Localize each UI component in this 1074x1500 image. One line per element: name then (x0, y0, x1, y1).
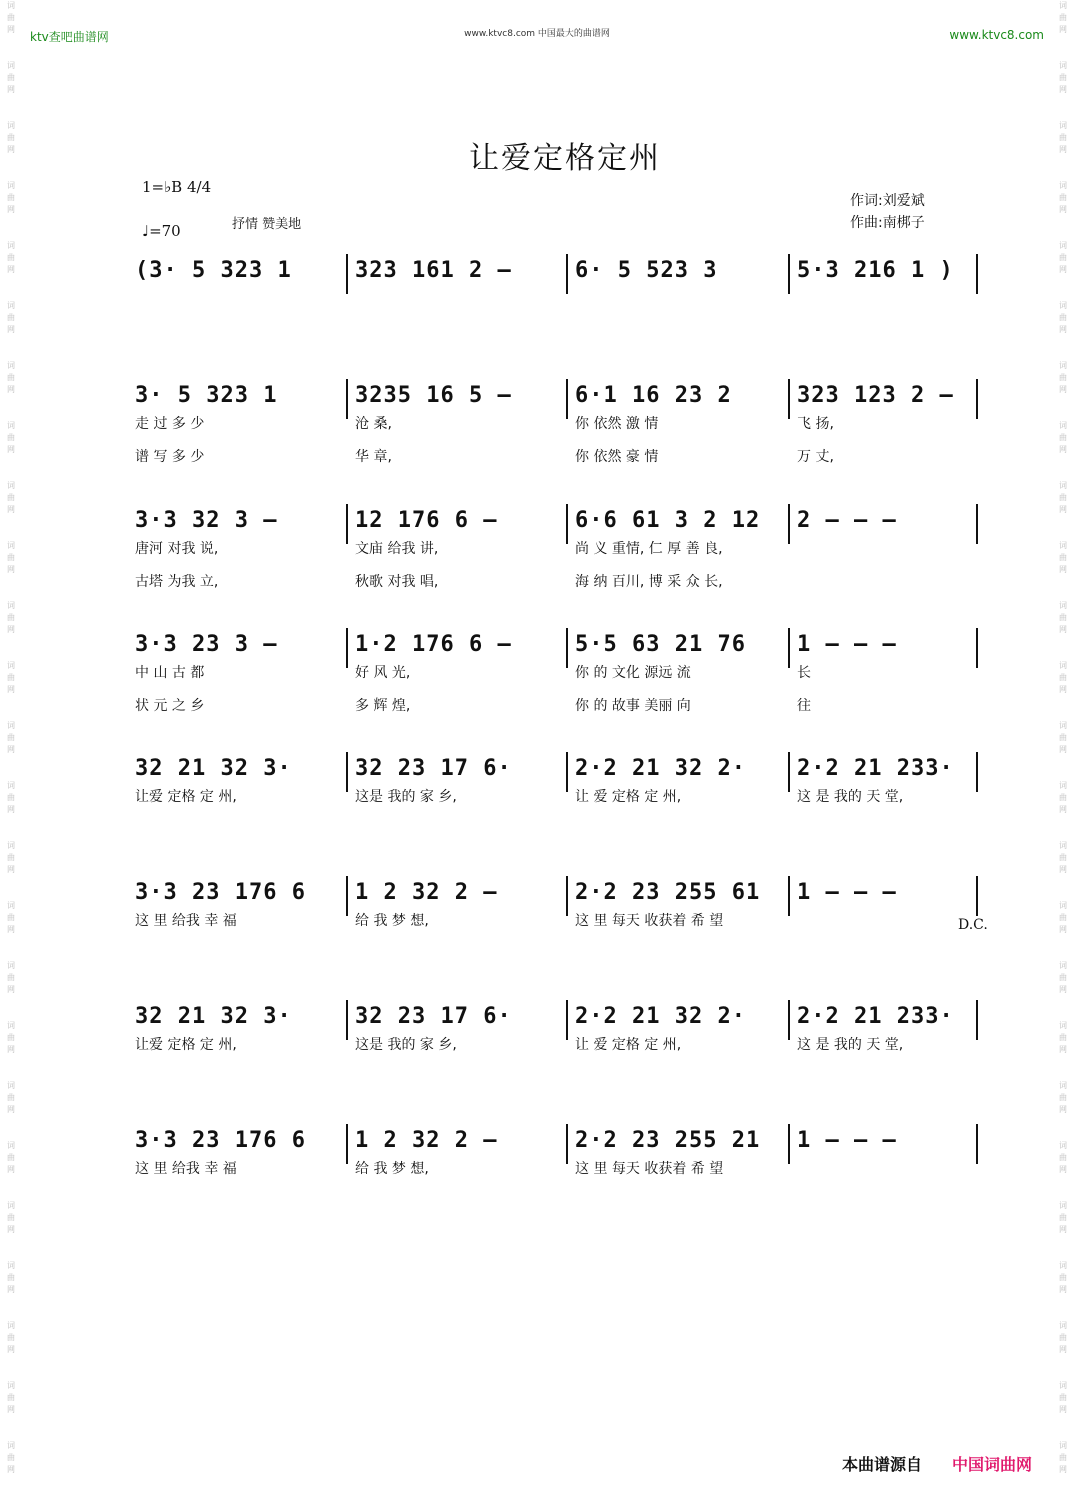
lyrics-verse-2: 多 辉 煌, (355, 698, 411, 714)
margin-mark: 词 曲 网 (7, 721, 15, 754)
barline (976, 379, 978, 419)
barline (976, 752, 978, 792)
margin-mark: 词 曲 网 (1059, 601, 1067, 634)
measure-notes: 2·2 21 32 2· (575, 1004, 746, 1029)
barline (346, 876, 348, 916)
barline (566, 752, 568, 792)
margin-mark: 词 曲 网 (1059, 241, 1067, 274)
barline (346, 504, 348, 544)
lyrics-verse-2: 往 (797, 698, 811, 714)
barline (346, 254, 348, 294)
lyrics-verse-1: 让爱 定格 定 州, (135, 789, 237, 805)
lyrics-verse-2: 状 元 之 乡 (135, 698, 205, 714)
composer: 作曲:南梆子 (850, 215, 925, 231)
measure-notes: 1 2 32 2 – (355, 1128, 498, 1153)
margin-mark: 词 曲 网 (1059, 541, 1067, 574)
margin-mark: 词 曲 网 (1059, 301, 1067, 334)
margin-mark: 词 曲 网 (7, 481, 15, 514)
lyrics-verse-1: 好 风 光, (355, 665, 411, 681)
margin-mark: 词 曲 网 (1059, 121, 1067, 154)
margin-mark: 词 曲 网 (7, 781, 15, 814)
measure-notes: 32 23 17 6· (355, 1004, 512, 1029)
margin-mark: 词 曲 网 (7, 361, 15, 394)
barline (788, 876, 790, 916)
lyrics-verse-2: 海 纳 百川, 博 采 众 长, (575, 574, 723, 590)
measure-notes: 323 161 2 – (355, 258, 512, 283)
margin-mark: 词 曲 网 (7, 1441, 15, 1474)
lyrics-verse-1: 长 (797, 665, 811, 681)
margin-mark: 词 曲 网 (7, 541, 15, 574)
margin-mark: 词 曲 网 (7, 841, 15, 874)
measure-notes: 1 2 32 2 – (355, 880, 498, 905)
lyrics-verse-2: 你 依然 豪 情 (575, 449, 659, 465)
dc-marking: D.C. (958, 917, 988, 933)
margin-mark: 词 曲 网 (7, 1201, 15, 1234)
margin-mark: 词 曲 网 (1059, 1261, 1067, 1294)
lyrics-verse-1: 唐河 对我 说, (135, 541, 219, 557)
lyrics-verse-1: 这 里 给我 幸 福 (135, 1161, 237, 1177)
credits (850, 190, 925, 234)
lyrics-verse-1: 走 过 多 少 (135, 416, 205, 432)
lyrics-verse-1: 这 是 我的 天 堂, (797, 789, 904, 805)
lyrics-verse-2: 万 丈, (797, 449, 834, 465)
margin-mark: 词 曲 网 (7, 961, 15, 994)
margin-mark: 词 曲 网 (1059, 841, 1067, 874)
margin-mark: 词 曲 网 (7, 1081, 15, 1114)
barline (788, 628, 790, 668)
lyrics-verse-2: 谱 写 多 少 (135, 449, 205, 465)
barline (566, 254, 568, 294)
margin-mark: 词 曲 网 (1059, 901, 1067, 934)
measure-notes: 3·3 32 3 – (135, 508, 278, 533)
barline (346, 1000, 348, 1040)
barline (346, 1124, 348, 1164)
lyrics-verse-1: 给 我 梦 想, (355, 913, 429, 929)
margin-mark: 词 曲 网 (1059, 781, 1067, 814)
lyricist: 作词:刘爱斌 (850, 193, 925, 209)
margin-mark: 词 曲 网 (1059, 721, 1067, 754)
margin-mark: 词 曲 网 (1059, 661, 1067, 694)
margin-mark: 词 曲 网 (7, 1021, 15, 1054)
measure-notes: 3· 5 323 1 (135, 383, 278, 408)
barline (976, 628, 978, 668)
barline (566, 504, 568, 544)
margin-mark: 词 曲 网 (1059, 1201, 1067, 1234)
margin-mark: 词 曲 网 (1059, 61, 1067, 94)
measure-notes: 3·3 23 176 6 (135, 1128, 306, 1153)
lyrics-verse-2: 古塔 为我 立, (135, 574, 219, 590)
measure-notes: 3235 16 5 – (355, 383, 512, 408)
barline (788, 379, 790, 419)
barline (566, 876, 568, 916)
measure-notes: 32 21 32 3· (135, 1004, 292, 1029)
margin-mark: 词 曲 网 (7, 601, 15, 634)
barline (346, 752, 348, 792)
barline (788, 504, 790, 544)
measure-notes: 5·5 63 21 76 (575, 632, 746, 657)
margin-mark: 词 曲 网 (1059, 1021, 1067, 1054)
lyrics-verse-1: 让 爱 定格 定 州, (575, 789, 682, 805)
barline (788, 752, 790, 792)
margin-mark: 词 曲 网 (7, 181, 15, 214)
barline (346, 628, 348, 668)
measure-notes: 1 – – – (797, 880, 897, 905)
barline (976, 1124, 978, 1164)
lyrics-verse-1: 尚 义 重情, 仁 厚 善 良, (575, 541, 723, 557)
lyrics-verse-1: 这 里 给我 幸 福 (135, 913, 237, 929)
margin-mark: 词 曲 网 (7, 661, 15, 694)
measure-notes: 2·2 21 32 2· (575, 756, 746, 781)
barline (976, 1000, 978, 1040)
tempo-marking: ♩=70 (142, 222, 181, 240)
measure-notes: 3·3 23 176 6 (135, 880, 306, 905)
margin-mark: 词 曲 网 (1059, 181, 1067, 214)
song-title: 让爱定格定州 (469, 141, 661, 176)
margin-mark: 词 曲 网 (7, 61, 15, 94)
margin-mark: 词 曲 网 (7, 1261, 15, 1294)
lyrics-verse-2: 华 章, (355, 449, 392, 465)
measure-notes: 2 – – – (797, 508, 897, 533)
margin-mark: 词 曲 网 (1059, 421, 1067, 454)
measure-notes: 6· 5 523 3 (575, 258, 718, 283)
measure-notes: 2·2 23 255 61 (575, 880, 761, 905)
margin-mark: 词 曲 网 (7, 1141, 15, 1174)
footer-label: 本曲谱源自 (842, 1455, 923, 1474)
lyrics-verse-2: 秋歌 对我 唱, (355, 574, 439, 590)
margin-mark: 词 曲 网 (1059, 481, 1067, 514)
key-signature: 1=♭B 4/4 (142, 178, 212, 196)
margin-mark: 词 曲 网 (7, 1381, 15, 1414)
measure-notes: 2·2 21 233· (797, 1004, 954, 1029)
lyrics-verse-1: 这 里 每天 收获着 希 望 (575, 1161, 724, 1177)
barline (976, 504, 978, 544)
measure-notes: 6·6 61 3 2 12 (575, 508, 761, 533)
lyrics-verse-1: 中 山 古 都 (135, 665, 205, 681)
measure-notes: 6·1 16 23 2 (575, 383, 732, 408)
lyrics-verse-1: 让 爱 定格 定 州, (575, 1037, 682, 1053)
measure-notes: (3· 5 323 1 (135, 258, 292, 283)
margin-mark: 词 曲 网 (1059, 961, 1067, 994)
margin-mark: 词 曲 网 (1059, 1, 1067, 34)
measure-notes: 32 21 32 3· (135, 756, 292, 781)
site-url-right[interactable]: www.ktvc8.com (949, 28, 1044, 42)
lyrics-verse-1: 这 里 每天 收获着 希 望 (575, 913, 724, 929)
barline (976, 254, 978, 294)
footer-site[interactable]: 中国词曲网 (952, 1455, 1033, 1474)
margin-mark: 词 曲 网 (1059, 1141, 1067, 1174)
lyrics-verse-1: 让爱 定格 定 州, (135, 1037, 237, 1053)
lyrics-verse-1: 这是 我的 家 乡, (355, 1037, 457, 1053)
lyrics-verse-1: 你 的 文化 源远 流 (575, 665, 691, 681)
lyrics-verse-1: 给 我 梦 想, (355, 1161, 429, 1177)
measure-notes: 2·2 21 233· (797, 756, 954, 781)
measure-notes: 32 23 17 6· (355, 756, 512, 781)
lyrics-verse-1: 文庙 给我 讲, (355, 541, 439, 557)
measure-notes: 12 176 6 – (355, 508, 498, 533)
lyrics-verse-1: 沧 桑, (355, 416, 392, 432)
margin-mark: 词 曲 网 (1059, 361, 1067, 394)
barline (788, 254, 790, 294)
margin-mark: 词 曲 网 (7, 421, 15, 454)
lyrics-verse-1: 你 依然 激 情 (575, 416, 659, 432)
barline (566, 379, 568, 419)
measure-notes: 1 – – – (797, 632, 897, 657)
barline (788, 1124, 790, 1164)
margin-mark: 词 曲 网 (7, 121, 15, 154)
barline (976, 876, 978, 916)
barline (566, 628, 568, 668)
barline (788, 1000, 790, 1040)
margin-mark: 词 曲 网 (1059, 1321, 1067, 1354)
lyrics-verse-1: 这 是 我的 天 堂, (797, 1037, 904, 1053)
measure-notes: 323 123 2 – (797, 383, 954, 408)
margin-mark: 词 曲 网 (7, 1, 15, 34)
barline (566, 1124, 568, 1164)
measure-notes: 3·3 23 3 – (135, 632, 278, 657)
margin-mark: 词 曲 网 (1059, 1081, 1067, 1114)
lyrics-verse-1: 飞 扬, (797, 416, 834, 432)
measure-notes: 2·2 23 255 21 (575, 1128, 761, 1153)
measure-notes: 5·3 216 1 ) (797, 258, 954, 283)
margin-mark: 词 曲 网 (1059, 1381, 1067, 1414)
expression-marking: 抒情 赞美地 (232, 217, 302, 232)
margin-mark: 词 曲 网 (1059, 1441, 1067, 1474)
barline (566, 1000, 568, 1040)
measure-notes: 1·2 176 6 – (355, 632, 512, 657)
margin-mark: 词 曲 网 (7, 1321, 15, 1354)
lyrics-verse-2: 你 的 故事 美丽 向 (575, 698, 691, 714)
barline (346, 379, 348, 419)
measure-notes: 1 – – – (797, 1128, 897, 1153)
site-name-center: www.ktvc8.com 中国最大的曲谱网 (464, 29, 610, 39)
margin-mark: 词 曲 网 (7, 301, 15, 334)
site-name-left: ktv查吧曲谱网 (30, 30, 109, 44)
margin-mark: 词 曲 网 (7, 241, 15, 274)
lyrics-verse-1: 这是 我的 家 乡, (355, 789, 457, 805)
margin-mark: 词 曲 网 (7, 901, 15, 934)
